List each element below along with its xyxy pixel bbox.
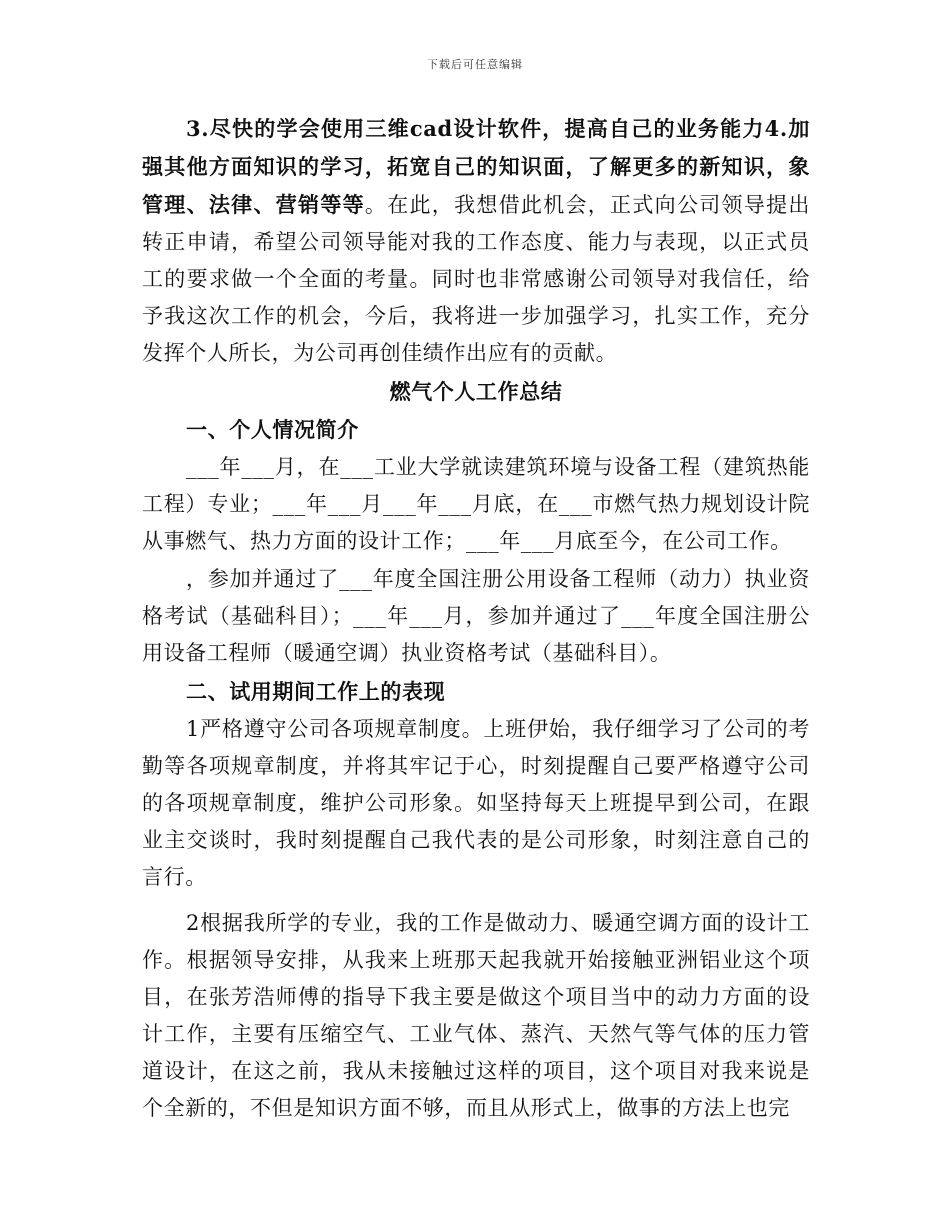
paragraph-education-history: ___年___月，在___工业大学就读建筑环境与设备工程（建筑热能工程）专业；___年___月___年___月底，在___市燃气热力规划设计院从事燃气、热力方面的设计工作；___年___月底至今，在公司工作。 xyxy=(142,455,810,553)
section-heading-probation-performance: 二、试用期间工作上的表现 xyxy=(186,679,446,704)
document-title: 燃气个人工作总结 xyxy=(389,379,563,404)
page-header-note: 下载后可任意编辑 xyxy=(427,58,523,71)
paragraph-design-work: 2根据我所学的专业，我的工作是做动力、暖通空调方面的设计工作。根据领导安排，从我来上班那天起我就开始接触亚洲铝业这个项目，在张芳浩师傅的指导下我主要是做这个项目当中的动力方面的设计工作，主要有压缩空气、工业气体、蒸汽、天然气等气体的压力管道设计，在这之前，我从未接触过这样的项目，这个项目对我来说是个全新的，不但是知识方面不够，而且从形式上，做事的方法上也完 xyxy=(142,911,810,1120)
document-body xyxy=(142,110,810,1128)
paragraph-certifications: ，参加并通过了___年度全国注册公用设备工程师（动力）执业资格考试（基础科目）；___年___月，参加并通过了___年度全国注册公用设备工程师（暖通空调）执业资格考试（基础科目）。 xyxy=(142,567,810,665)
promotion-request-text: 。在此，我想借此机会，正式向公司领导提出转正申请，希望公司领导能对我的工作态度、能力与表现，以正式员工的要求做一个全面的考量。同时也非常感谢公司领导对我信任，给予我这次工作的机会，今后，我将进一步加强学习，扎实工作，充分发挥个人所长，为公司再创佳绩作出应有的贡献。 xyxy=(142,193,811,365)
section-heading-personal-info: 一、个人情况简介 xyxy=(186,417,359,442)
improvement-plan-text: 3.尽快的学会使用三维cad设计软件，提高自己的业务能力4.加强其他方面知识的学习，拓宽自己的知识面，了解更多的新知识，象管理、法律、营销等等 xyxy=(142,116,810,217)
paragraph-rules-compliance: 1严格遵守公司各项规章制度。上班伊始，我仔细学习了公司的考勤等各项规章制度，并将其牢记于心，时刻提醒自己要严格遵守公司的各项规章制度，维护公司形象。如坚持每天上班提早到公司，在跟业主交谈时，我时刻提醒自己我代表的是公司形象，时刻注意自己的言行。 xyxy=(142,717,810,889)
closing-paragraph xyxy=(142,110,810,372)
